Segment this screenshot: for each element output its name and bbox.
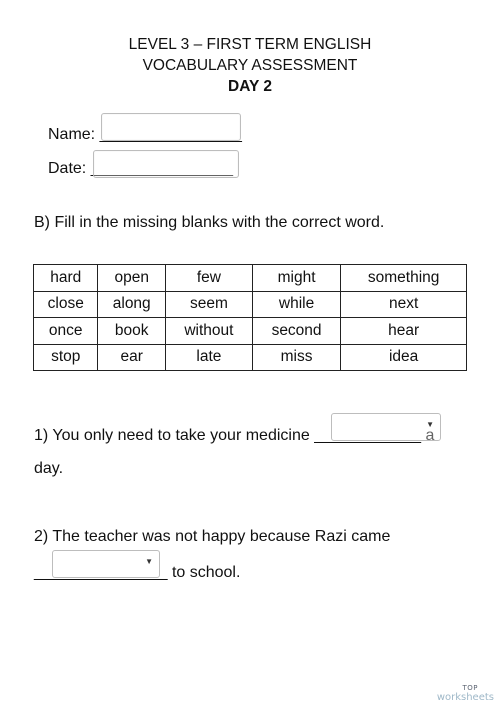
- table-cell: idea: [341, 344, 467, 371]
- table-cell: might: [252, 265, 340, 292]
- table-cell: close: [34, 291, 98, 318]
- logo-bottom-text: worksheets: [436, 692, 494, 703]
- question-1-blank: ____________: [314, 427, 421, 444]
- table-cell: ear: [98, 344, 166, 371]
- question-2-line-1: 2) The teacher was not happy because Razi came: [34, 528, 391, 545]
- caret-down-icon: ▼: [426, 420, 434, 429]
- logo-top-text: TOP: [462, 684, 478, 692]
- table-cell: book: [98, 318, 166, 345]
- header-assessment-line: VOCABULARY ASSESSMENT: [142, 57, 358, 74]
- table-cell: open: [98, 265, 166, 292]
- table-cell: hard: [34, 265, 98, 292]
- question-2-blank: _______________: [34, 564, 168, 581]
- name-input[interactable]: [101, 113, 241, 141]
- table-row: [34, 344, 467, 371]
- table-cell: while: [252, 291, 340, 318]
- question-1-after: a: [425, 427, 435, 444]
- word-bank-table: [33, 264, 467, 371]
- name-underline: ________________: [99, 126, 242, 143]
- table-cell: something: [341, 265, 467, 292]
- date-input[interactable]: [90, 150, 239, 178]
- table-cell: second: [252, 318, 340, 345]
- question-1-text: 1) You only need to take your medicine: [34, 427, 310, 444]
- table-cell: stop: [34, 344, 98, 371]
- date-underline: ________________: [90, 160, 234, 177]
- table-cell: seem: [165, 291, 252, 318]
- table-cell: late: [165, 344, 252, 371]
- question-1-line-2: day.: [34, 460, 64, 477]
- caret-down-icon: ▼: [145, 557, 153, 566]
- date-label: Date:: [48, 160, 87, 177]
- question-2-dropdown[interactable]: [52, 550, 160, 578]
- question-2-after: to school.: [171, 564, 241, 581]
- table-cell: along: [98, 291, 166, 318]
- table-row: [34, 265, 467, 292]
- instruction-text: B) Fill in the missing blanks with the correct word.: [34, 214, 385, 231]
- header-day-line: DAY 2: [228, 78, 272, 95]
- table-cell: without: [165, 318, 252, 345]
- table-cell: miss: [252, 344, 340, 371]
- table-row: [34, 291, 467, 318]
- table-row: [34, 318, 467, 345]
- question-1-dropdown[interactable]: [331, 413, 441, 441]
- table-cell: next: [341, 291, 467, 318]
- table-cell: few: [165, 265, 252, 292]
- worksheet-header: [0, 34, 500, 97]
- table-cell: hear: [341, 318, 467, 345]
- name-label: Name:: [48, 126, 96, 143]
- topworksheets-logo: [437, 684, 494, 703]
- table-cell: once: [34, 318, 98, 345]
- header-level-line: LEVEL 3 – FIRST TERM ENGLISH: [128, 36, 372, 53]
